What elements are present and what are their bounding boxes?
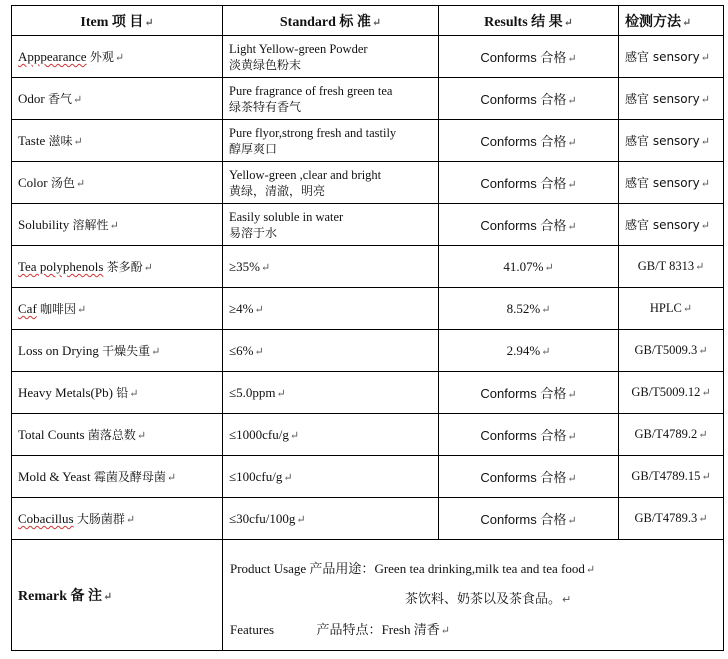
item-cell: Cobacillus 大肠菌群↵ — [12, 498, 223, 540]
item-cell: Taste 滋味↵ — [12, 120, 223, 162]
result-cell: Conforms 合格↵ — [439, 372, 619, 414]
result-cell: Conforms 合格↵ — [439, 204, 619, 246]
standard-cell: Pure fragrance of fresh green tea 绿茶特有香气 — [223, 78, 439, 120]
item-cell: Solubility 溶解性↵ — [12, 204, 223, 246]
table-row — [12, 204, 724, 246]
item-cell: Apppearance 外观↵ — [12, 36, 223, 78]
result-cell: Conforms 合格↵ — [439, 414, 619, 456]
spec-table — [11, 5, 724, 651]
remark-body — [223, 540, 724, 651]
method-cell: 感官 sensory↵ — [619, 204, 724, 246]
table-row — [12, 372, 724, 414]
method-cell: GB/T4789.3↵ — [619, 498, 724, 540]
table-row — [12, 498, 724, 540]
table-row — [12, 36, 724, 78]
result-cell: Conforms 合格↵ — [439, 120, 619, 162]
method-cell: 感官 sensory↵ — [619, 120, 724, 162]
header-results: Results 结 果↵ — [439, 6, 619, 36]
item-cell: Loss on Drying 干燥失重↵ — [12, 330, 223, 372]
usage-text-cn: 茶饮料、奶茶以及茶食品。 — [405, 592, 562, 607]
result-cell: 2.94%↵ — [439, 330, 619, 372]
features-line: Features 产品特点：Fresh 清香↵ — [230, 622, 450, 637]
standard-cell: Light Yellow-green Powder 淡黄绿色粉末 — [223, 36, 439, 78]
standard-cell: ≥4%↵ — [223, 288, 439, 330]
standard-cell: Easily soluble in water 易溶于水 — [223, 204, 439, 246]
item-cell: Tea polyphenols 茶多酚↵ — [12, 246, 223, 288]
standard-cell: ≤1000cfu/g↵ — [223, 414, 439, 456]
item-cell: Total Counts 菌落总数↵ — [12, 414, 223, 456]
header-standard: Standard 标 准↵ — [223, 6, 439, 36]
table-row — [12, 162, 724, 204]
product-usage-line: Product Usage 产品用途：Green tea drinking,milk tea and tea food↵ — [230, 561, 596, 576]
standard-cell: ≥35%↵ — [223, 246, 439, 288]
result-cell: Conforms 合格↵ — [439, 36, 619, 78]
features-text: Fresh 清香 — [381, 622, 440, 637]
remark-row — [12, 540, 724, 651]
table-row — [12, 78, 724, 120]
standard-cell: ≤5.0ppm↵ — [223, 372, 439, 414]
table-row — [12, 456, 724, 498]
table-row — [12, 246, 724, 288]
standard-cell: ≤100cfu/g↵ — [223, 456, 439, 498]
item-cell: Mold & Yeast 霉菌及酵母菌↵ — [12, 456, 223, 498]
standard-cell: ≤30cfu/100g↵ — [223, 498, 439, 540]
table-row — [12, 330, 724, 372]
remark-title: Remark 备 注↵ — [12, 540, 223, 651]
method-cell: 感官 sensory↵ — [619, 36, 724, 78]
table-row — [12, 288, 724, 330]
method-cell: GB/T4789.15↵ — [619, 456, 724, 498]
table-row — [12, 120, 724, 162]
method-cell: HPLC↵ — [619, 288, 724, 330]
item-cell: Color 汤色↵ — [12, 162, 223, 204]
method-cell: GB/T5009.3↵ — [619, 330, 724, 372]
method-cell: GB/T4789.2↵ — [619, 414, 724, 456]
usage-label: Product Usage 产品用途： — [230, 561, 375, 576]
table-row — [12, 414, 724, 456]
usage-text: Green tea drinking,milk tea and tea food — [374, 561, 585, 576]
product-usage-cn-line: 茶饮料、奶茶以及茶食品。↵ — [405, 592, 572, 607]
result-cell: 41.07%↵ — [439, 246, 619, 288]
item-cell: Heavy Metals(Pb) 铅↵ — [12, 372, 223, 414]
features-label: Features — [230, 622, 275, 637]
item-cell: Odor 香气↵ — [12, 78, 223, 120]
standard-cell: Pure flyor,strong fresh and tastily 醇厚爽口 — [223, 120, 439, 162]
standard-cell: ≤6%↵ — [223, 330, 439, 372]
result-cell: Conforms 合格↵ — [439, 498, 619, 540]
method-cell: 感官 sensory↵ — [619, 78, 724, 120]
features-cn-label: 产品特点： — [316, 622, 382, 637]
method-cell: 感官 sensory↵ — [619, 162, 724, 204]
header-row — [12, 6, 724, 36]
result-cell: Conforms 合格↵ — [439, 456, 619, 498]
method-cell: GB/T5009.12↵ — [619, 372, 724, 414]
result-cell: Conforms 合格↵ — [439, 162, 619, 204]
result-cell: Conforms 合格↵ — [439, 78, 619, 120]
item-cell: Caf 咖啡因↵ — [12, 288, 223, 330]
method-cell: GB/T 8313↵ — [619, 246, 724, 288]
result-cell: 8.52%↵ — [439, 288, 619, 330]
header-method: 检测方法↵ — [619, 6, 724, 36]
header-item: Item 项 目↵ — [12, 6, 223, 36]
standard-cell: Yellow-green ,clear and bright 黄绿，清澈，明亮 — [223, 162, 439, 204]
